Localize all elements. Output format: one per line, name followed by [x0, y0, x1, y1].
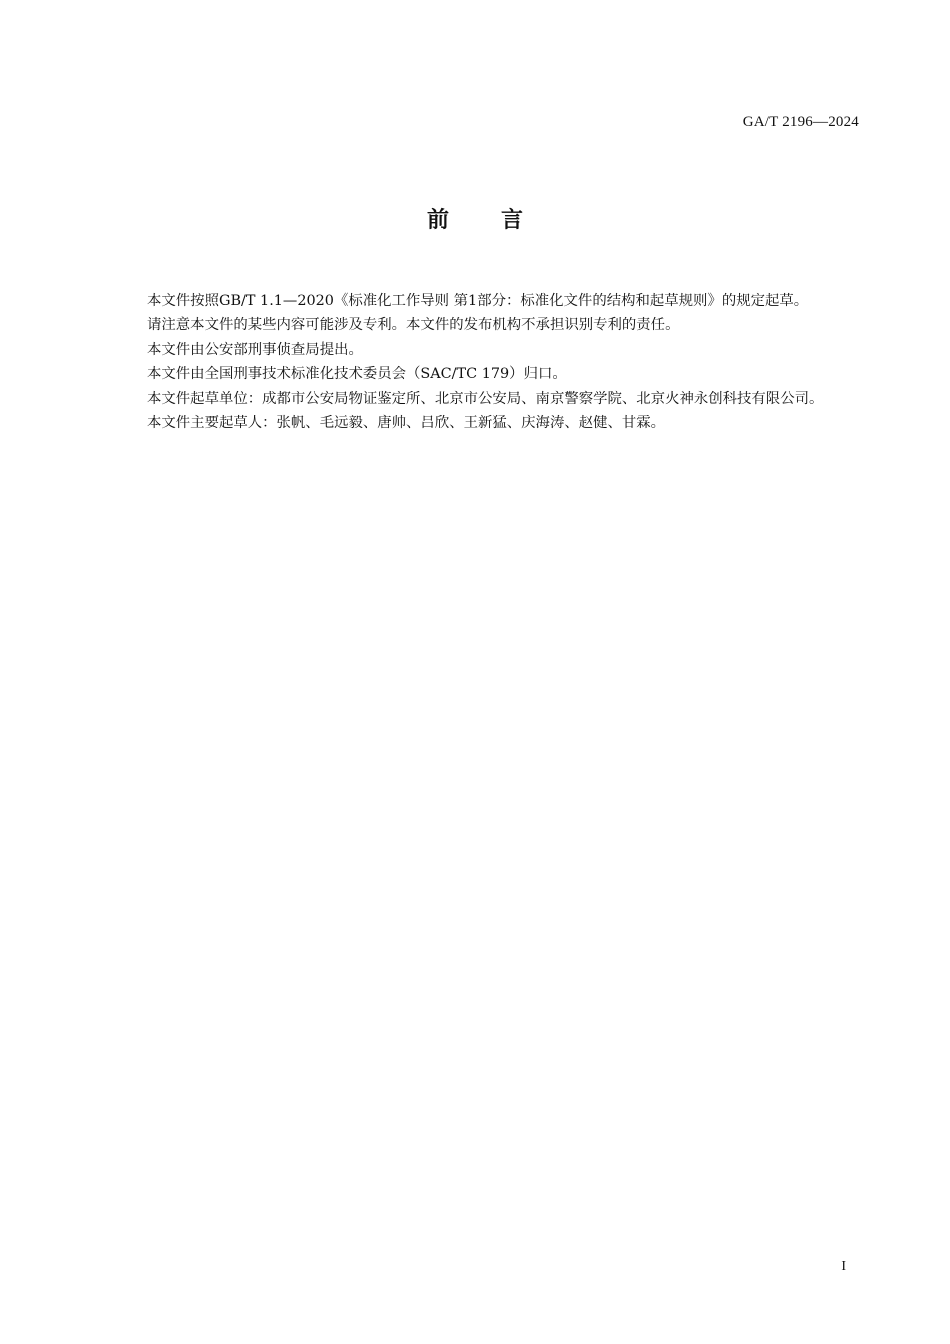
page-title: 前言 [426, 208, 575, 233]
paragraph-drafting-rules: 本文件按照GB/T 1.1—2020《标准化工作导则 第1部分：标准化文件的结构和起草规则》的规定起草。 [147, 293, 809, 309]
page-number: I [841, 1259, 846, 1274]
paragraph-drafting-units: 本文件起草单位：成都市公安局物证鉴定所、北京市公安局、南京警察学院、北京火神永创科技有限公司。 [147, 390, 824, 407]
document-code: GA/T 2196—2024 [742, 114, 859, 130]
paragraph-committee: 本文件由全国刑事技术标准化技术委员会（SAC/TC 179）归口。 [147, 366, 567, 383]
paragraph-drafters: 本文件主要起草人：张帆、毛远毅、唐帅、吕欣、王新猛、庆海涛、赵健、甘霖。 [147, 415, 666, 432]
paragraph-patent-notice: 请注意本文件的某些内容可能涉及专利。本文件的发布机构不承担识别专利的责任。 [147, 317, 680, 334]
preface-body [113, 289, 860, 435]
paragraph-proposer: 本文件由公安部刑事侦查局提出。 [147, 341, 363, 358]
